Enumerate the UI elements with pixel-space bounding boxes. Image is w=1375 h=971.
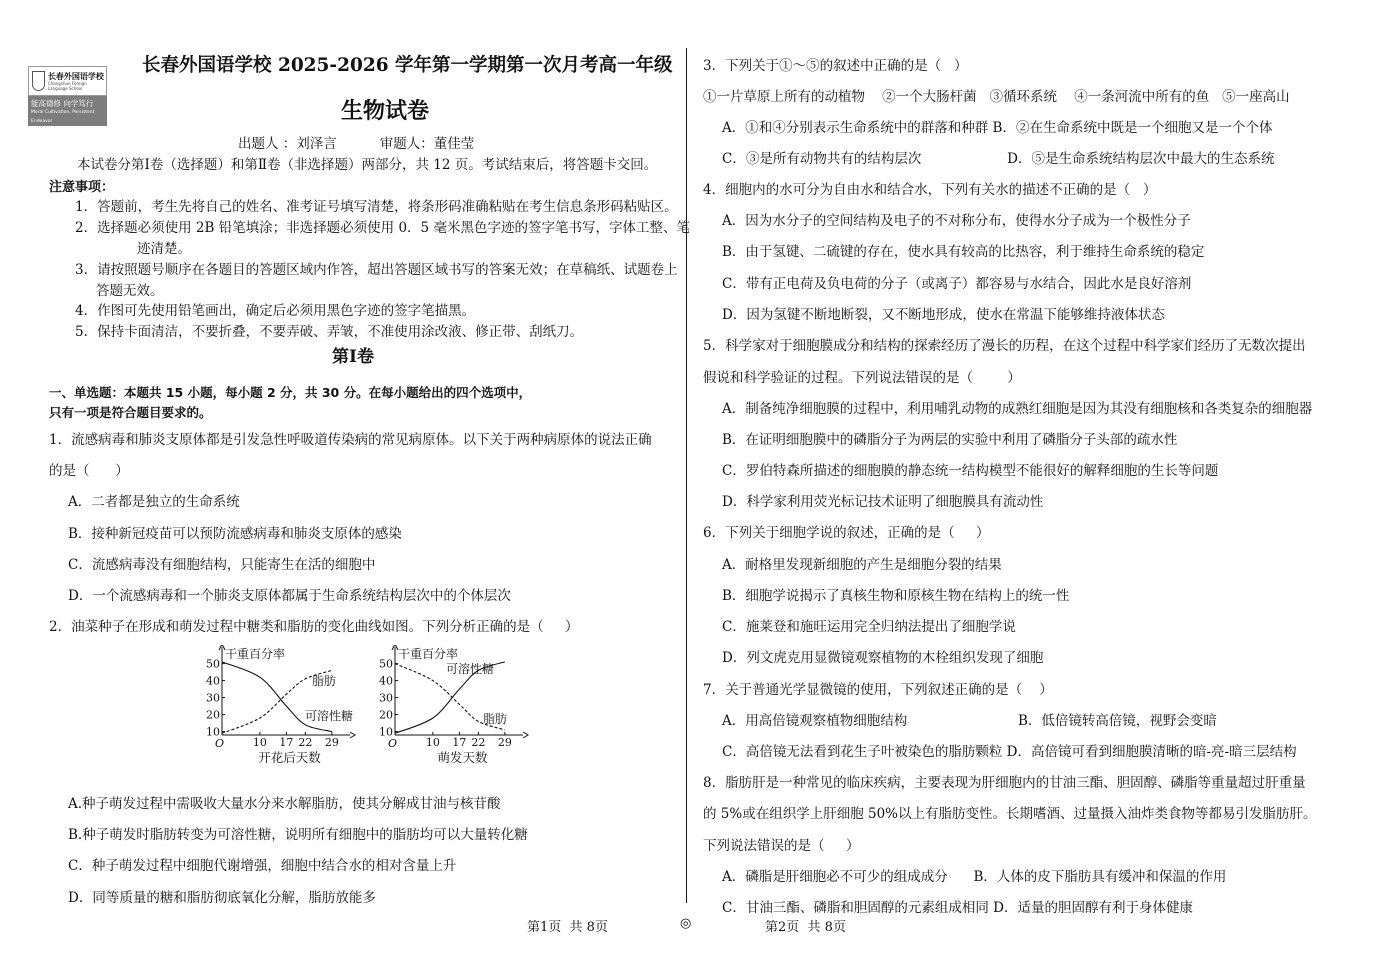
- part-title: 第Ⅰ卷: [332, 347, 374, 367]
- notes-title: 注意事项：: [49, 180, 115, 195]
- question-3-option: A．①和④分别表示生命系统中的群落和种群 B．②在生命系统中既是一个细胞又是一个个体: [722, 120, 1273, 136]
- x-tick-label: 10: [252, 736, 267, 749]
- exam-title: 长春外国语学校 2025-2026 学年第一学期第一次月考高一年级: [142, 55, 673, 76]
- question-3-stem: 3．下列关于①～⑤的叙述中正确的是（ ）: [703, 58, 968, 74]
- origin-label: O: [215, 737, 225, 750]
- question-4-option: B．由于氢键、二硫键的存在，使水具有较高的比热容，利于维持生命系统的稳定: [722, 244, 1205, 260]
- question-7-option: B．低倍镜转高倍镜，视野会变暗: [1018, 713, 1217, 729]
- binding-mark-icon: ◎: [680, 916, 692, 931]
- question-6-option: B．细胞学说揭示了真核生物和原核生物在结构上的统一性: [722, 588, 1070, 604]
- page-footer-left: 第1页 共 8页: [527, 920, 608, 935]
- exam-intro: 本试卷分第Ⅰ卷（选择题）和第Ⅱ卷（非选择题）两部分，共 12 页。考试结束后，将答题卡交回。: [77, 157, 658, 173]
- question-8-option: A．磷脂是肝细胞必不可少的组成成分 B．人体的皮下脂肪具有缓冲和保温的作用: [722, 869, 1227, 885]
- question-4-option: C．带有正电荷及负电荷的分子（或离子）都容易与水结合，因此水是良好溶剂: [722, 276, 1192, 292]
- question-5-option: A．制备纯净细胞膜的过程中，利用哺乳动物的成熟红细胞是因为其没有细胞核和各类复杂的细胞器: [722, 401, 1313, 417]
- series-label: 脂肪: [483, 712, 508, 726]
- question-7-stem: 7．关于普通光学显微镜的使用，下列叙述正确的是（ ）: [703, 682, 1053, 698]
- x-axis-arrow-icon: [350, 732, 355, 738]
- question-8-stem: 下列说法错误的是（ ）: [703, 838, 860, 854]
- question-2-option: C．种子萌发过程中细胞代谢增强，细胞中结合水的相对含量上升: [68, 858, 457, 874]
- question-1-option: B．接种新冠疫苗可以预防流感病毒和肺炎支原体的感染: [68, 526, 402, 542]
- question-5-option: B．在证明细胞膜中的磷脂分子为两层的实验中利用了磷脂分子头部的疏水性: [722, 432, 1178, 448]
- question-3-items: ①一片草原上所有的动植物 ②一个大肠杆菌 ③循环系统 ④一条河流中所有的鱼 ⑤一座高山: [703, 89, 1290, 105]
- question-4-option: A．因为水分子的空间结构及电子的不对称分布，使得水分子成为一个极性分子: [722, 213, 1191, 229]
- question-5-stem: 假说和科学验证的过程。下列说法错误的是（ ）: [703, 370, 1021, 386]
- chart-seed-formation: [200, 645, 370, 765]
- question-6-option: A．耐格里发现新细胞的产生是细胞分裂的结果: [722, 557, 1002, 573]
- y-tick-label: 50: [206, 657, 220, 671]
- y-axis-label: 干重百分率: [398, 647, 459, 661]
- question-2-stem: 2．油菜种子在形成和萌发过程中糖类和脂肪的变化曲线如图。下列分析正确的是（ ）: [49, 619, 579, 635]
- logo-motto: 能高德修 向学笃行: [31, 99, 94, 108]
- x-tick-label: 22: [471, 736, 486, 749]
- series-label: 可溶性糖: [305, 709, 354, 723]
- question-8-stem: 8．脂肪肝是一种常见的临床疾病，主要表现为肝细胞内的甘油三酯、胆固醇、磷脂等重量超过肝重量: [703, 775, 1306, 791]
- x-axis-label: 开花后天数: [258, 750, 321, 765]
- y-tick-label: 50: [379, 657, 393, 671]
- x-tick-label: 29: [497, 736, 512, 749]
- note-item: 5．保持卡面清洁，不要折叠，不要弄破、弄皱，不准使用涂改液、修正带、刮纸刀。: [75, 324, 584, 340]
- school-logo: [28, 66, 107, 122]
- question-4-stem: 4．细胞内的水可分为自由水和结合水，下列有关水的描述不正确的是（ ）: [703, 182, 1157, 198]
- note-item: 4．作图可先使用铅笔画出，确定后必须用黑色字迹的签字笔描黑。: [75, 303, 476, 319]
- question-5-option: C．罗伯特森所描述的细胞膜的静态统一结构模型不能很好的解释细胞的生长等问题: [722, 463, 1219, 479]
- question-2-option: A.种子萌发过程中需吸收大量水分来水解脂肪，使其分解成甘油与核苷酸: [68, 796, 501, 812]
- note-item: 1．答题前，考生先将自己的姓名、准考证号填写清楚，将条形码准确粘贴在考生信息条形码粘贴区。: [75, 199, 678, 215]
- note-item: 答题无效。: [96, 283, 164, 299]
- series-label: 脂肪: [312, 674, 337, 688]
- logo-motto-en: Moral Cultivation, Persistent Endeavor: [31, 110, 95, 124]
- question-5-option: D．科学家利用荧光标记技术证明了细胞膜具有流动性: [722, 494, 1044, 510]
- subject-title: 生物试卷: [341, 98, 430, 124]
- column-divider: [686, 48, 687, 903]
- x-tick-label: 29: [324, 736, 339, 749]
- y-axis-label: 干重百分率: [225, 647, 286, 661]
- question-7-option: C．高倍镜无法看到花生子叶被染色的脂肪颗粒 D．高倍镜可看到细胞膜清晰的暗-亮-暗三层结构: [722, 744, 1297, 760]
- note-item: 2．选择题必须使用 2B 铅笔填涂；非选择题必须使用 0．5 毫米黑色字迹的签字笔书写，字体工整、笔: [75, 220, 690, 236]
- question-5-stem: 5．科学家对于细胞膜成分和结构的探索经历了漫长的历程，在这个过程中科学家们经历了无数次提出: [703, 338, 1306, 354]
- x-tick-label: 17: [452, 736, 467, 749]
- question-8-option: C．甘油三酯、磷脂和胆固醇的元素组成相同 D．适量的胆固醇有利于身体健康: [722, 900, 1193, 916]
- question-1-stem: 1．流感病毒和肺炎支原体都是引发急性呼吸道传染病的常见病原体。以下关于两种病原体的说法正确: [49, 432, 652, 448]
- chart-seed-germination: [373, 645, 543, 765]
- question-2-option: D．同等质量的糖和脂肪彻底氧化分解，脂肪放能多: [68, 890, 376, 906]
- school-crest-icon: [32, 71, 45, 91]
- y-tick-label: 30: [379, 691, 393, 705]
- question-1-stem: 的是（ ）: [49, 463, 129, 479]
- note-item: 迹清楚。: [137, 241, 191, 257]
- question-4-option: D．因为氢键不断地断裂，又不断地形成，使水在常温下能够维持液体状态: [722, 307, 1165, 323]
- origin-label: O: [388, 737, 398, 750]
- question-1-option: D．一个流感病毒和一个肺炎支原体都属于生命系统结构层次中的个体层次: [68, 588, 511, 604]
- x-axis-label: 萌发天数: [437, 750, 488, 765]
- note-item: 3．请按照题号顺序在各题目的答题区域内作答，超出答题区域书写的答案无效；在草稿纸、试题卷上: [75, 262, 678, 278]
- y-tick-label: 30: [206, 691, 220, 705]
- question-2-option: B.种子萌发时脂肪转变为可溶性糖，说明所有细胞中的脂肪均可以大量转化糖: [68, 827, 528, 843]
- series-label: 可溶性糖: [446, 662, 495, 676]
- question-1-option: A．二者都是独立的生命系统: [68, 494, 240, 510]
- logo-subtext: Changchun Foreign Language School: [47, 80, 87, 91]
- question-3-option: C．③是所有动物共有的结构层次 D．⑤是生命系统结构层次中最大的生态系统: [722, 151, 1275, 167]
- x-tick-label: 22: [298, 736, 313, 749]
- page-footer-right: 第2页 共 8页: [765, 920, 846, 935]
- author-line: 出题人 ：刘泽言 审题人：董佳莹: [238, 136, 475, 152]
- x-tick-label: 10: [425, 736, 440, 749]
- y-tick-label: 20: [206, 708, 220, 722]
- x-tick-label: 17: [279, 736, 294, 749]
- question-6-stem: 6．下列关于细胞学说的叙述，正确的是（ ）: [703, 525, 990, 541]
- question-1-option: C．流感病毒没有细胞结构，只能寄生在活的细胞中: [68, 557, 376, 573]
- x-axis-arrow-icon: [523, 732, 528, 738]
- question-6-option: C．施莱登和施旺运用完全归纳法提出了细胞学说: [722, 619, 1016, 635]
- question-7-option: A．用高倍镜观察植物细胞结构: [722, 713, 908, 729]
- section-heading: 只有一项是符合题目要求的。: [49, 405, 212, 420]
- question-6-option: D．列文虎克用显微镜观察植物的木栓组织发现了细胞: [722, 650, 1044, 666]
- y-tick-label: 40: [379, 674, 393, 688]
- question-8-stem: 的 5%或在组织学上肝细胞 50%以上有脂肪变性。长期嗜酒、过量摄入油炸类食物等都易引发脂肪肝。: [703, 806, 1317, 822]
- y-tick-label: 10: [379, 725, 393, 739]
- y-tick-label: 10: [206, 725, 220, 739]
- section-heading: 一、单选题：本题共 15 小题，每小题 2 分，共 30 分。在每小题给出的四个选项中，: [49, 385, 532, 400]
- y-tick-label: 40: [206, 674, 220, 688]
- y-tick-label: 20: [379, 708, 393, 722]
- logo-text: 长春外国语学校: [47, 70, 104, 81]
